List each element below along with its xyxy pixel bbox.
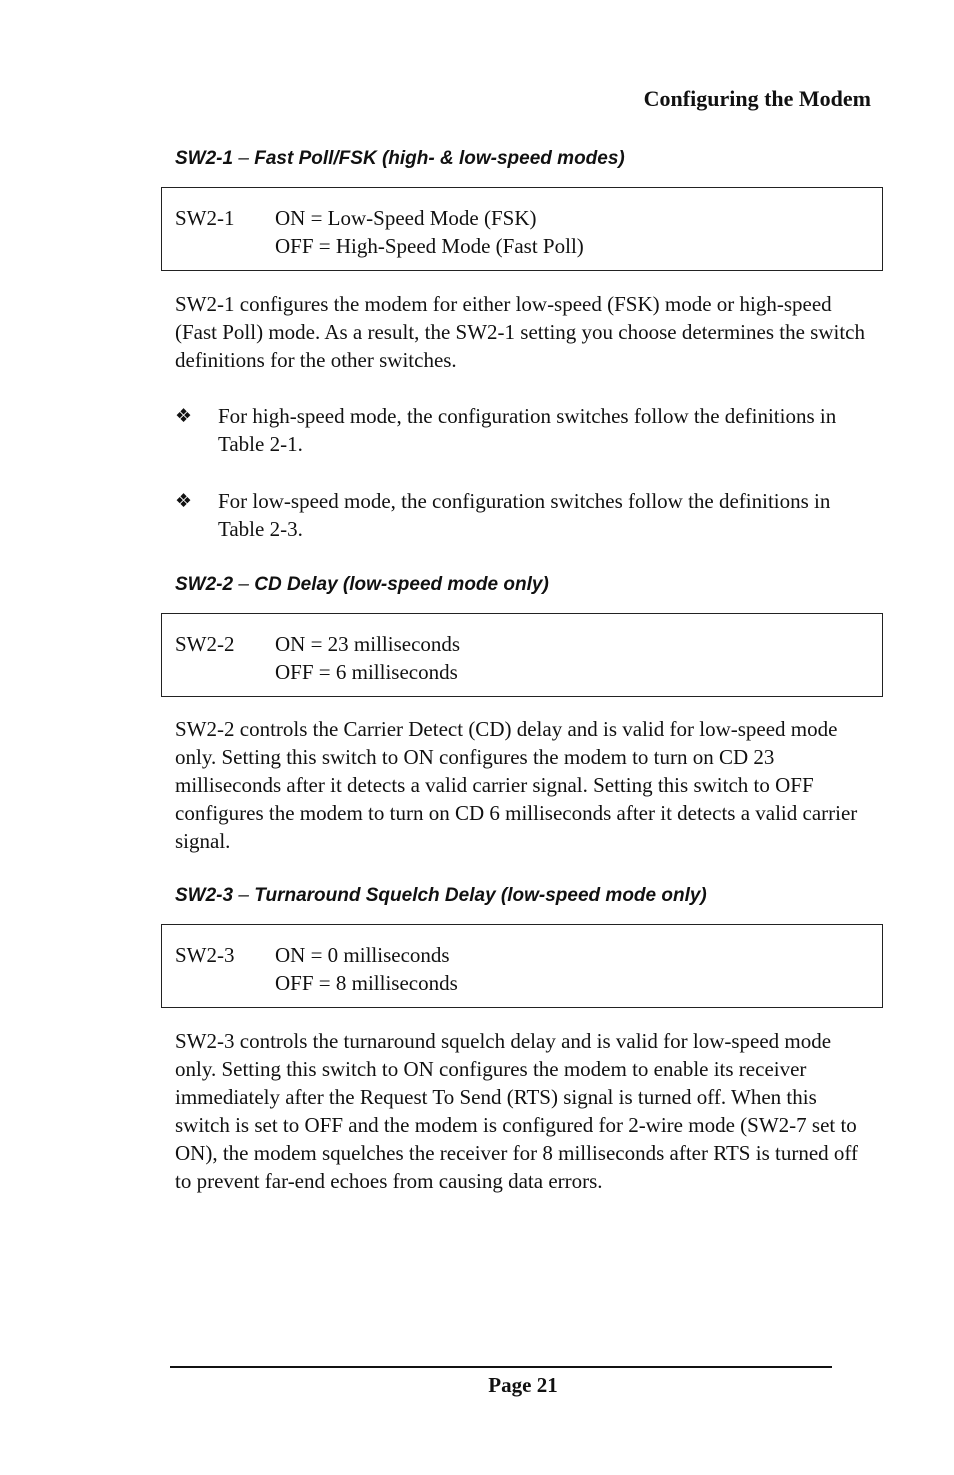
section-heading-sw2-2 xyxy=(175,574,549,596)
heading-title: CD Delay (low-speed mode only) xyxy=(254,574,549,595)
paragraph-sw2-1: SW2-1 configures the modem for either low-speed (FSK) mode or high-speed (Fast Poll) mode. As a result, the SW2-1 setting you choose determines the switch definitions for the other switches. xyxy=(175,292,865,372)
switch-id: SW2-2 xyxy=(175,632,235,656)
heading-switch-id: SW2-2 xyxy=(175,574,234,595)
switch-on-setting: ON = 23 milliseconds xyxy=(275,632,461,656)
footer-rule xyxy=(170,1366,832,1368)
page-number: Page 21 xyxy=(488,1373,558,1397)
switch-on-setting: ON = Low-Speed Mode (FSK) xyxy=(275,206,537,230)
switch-off-setting: OFF = High-Speed Mode (Fast Poll) xyxy=(275,234,584,258)
heading-title: Turnaround Squelch Delay (low-speed mode only) xyxy=(254,885,707,906)
heading-dash: – xyxy=(238,574,249,595)
running-header: Configuring the Modem xyxy=(643,86,871,111)
paragraph-sw2-3: SW2-3 controls the turnaround squelch delay and is valid for low-speed mode only. Setting this switch to ON configures the modem to enable its receiver immediately after the Request To Send (RTS) signal is turned off. When this switch is set to OFF and the modem is configured for 2-wire mode (SW2-7 set to ON), the modem squelches the receiver for 8 milliseconds after RTS is turned off to prevent far-end echoes from causing data errors. xyxy=(175,1029,858,1193)
bullet-text: For high-speed mode, the configuration switches follow the definitions in Table 2-1. xyxy=(218,404,837,456)
paragraph-sw2-2: SW2-2 controls the Carrier Detect (CD) delay and is valid for low-speed mode only. Setting this switch to ON configures the modem to turn on CD 23 milliseconds after it detects a valid carrier signal. Setting this switch to OFF configures the modem to turn on CD 6 milliseconds after it detects a valid carrier signal. xyxy=(175,717,858,853)
heading-switch-id: SW2-1 xyxy=(175,148,234,169)
heading-dash: – xyxy=(238,148,249,169)
switch-id: SW2-1 xyxy=(175,206,235,230)
switch-on-setting: ON = 0 milliseconds xyxy=(275,943,450,967)
switch-off-setting: OFF = 6 milliseconds xyxy=(275,660,458,684)
heading-dash: – xyxy=(238,885,249,906)
switch-box-sw2-2 xyxy=(161,613,883,697)
switch-box-sw2-3 xyxy=(161,924,883,1008)
section-heading-sw2-1 xyxy=(175,148,625,170)
bullet-text: For low-speed mode, the configuration switches follow the definitions in Table 2-3. xyxy=(218,489,831,541)
section-heading-sw2-3 xyxy=(175,885,707,907)
heading-title: Fast Poll/FSK (high- & low-speed modes) xyxy=(254,148,625,169)
switch-box-sw2-1 xyxy=(161,187,883,271)
switch-off-setting: OFF = 8 milliseconds xyxy=(275,971,458,995)
four-diamond-bullet-icon: ❖ xyxy=(175,405,193,427)
heading-switch-id: SW2-3 xyxy=(175,885,234,906)
four-diamond-bullet-icon: ❖ xyxy=(175,490,193,512)
switch-id: SW2-3 xyxy=(175,943,235,967)
